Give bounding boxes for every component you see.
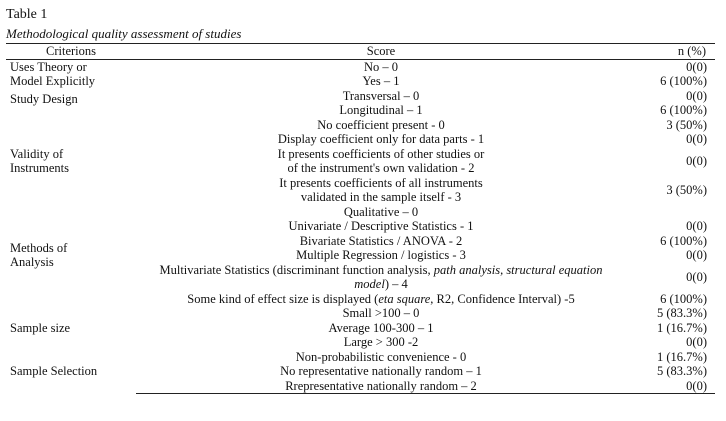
n-cell: 6 (100%)	[660, 233, 707, 248]
table-number: Table 1	[6, 7, 48, 22]
score-cell: No – 0	[363, 59, 399, 74]
table-row	[6, 306, 715, 321]
score-cell: Transversal – 0	[342, 88, 420, 103]
n-cell: 6 (100%)	[660, 291, 707, 306]
table-row	[6, 205, 715, 220]
n-cell: 0(0)	[686, 132, 707, 146]
score-cell: Multivariate Statistics (discriminant function analysis, path analysis, structural equation model) – 4	[159, 262, 603, 291]
criterion-methods: Methods of Analysis	[10, 240, 68, 270]
n-cell: 6 (100%)	[660, 74, 707, 88]
n-cell: 0(0)	[686, 335, 707, 349]
n-cell: 0(0)	[686, 219, 707, 233]
n-cell: 5 (83.3%)	[657, 306, 707, 320]
n-cell	[626, 205, 715, 220]
n-cell: 6 (100%)	[660, 103, 707, 117]
header-n-percent: n (%)	[626, 44, 715, 60]
table-caption: Methodological quality assessment of studies	[6, 26, 242, 41]
score-cell: Non-probabilistic convenience - 0	[295, 349, 467, 364]
criterion-sample-selection: Sample Selection	[10, 364, 98, 379]
score-cell: Large > 300 -2	[343, 335, 419, 349]
score-cell: Qualitative – 0	[343, 204, 419, 219]
header-score: Score	[136, 44, 626, 60]
score-cell: Longitudinal – 1	[339, 103, 423, 117]
score-cell: Multiple Regression / logistics - 3	[296, 248, 466, 262]
header-criterions: Criterions	[6, 44, 136, 60]
score-cell: It presents coefficients of all instruments validated in the sample itself - 3	[279, 175, 483, 204]
criterion-uses-theory: Uses Theory or Model Explicitly	[10, 59, 96, 88]
score-cell: Small >100 – 0	[342, 306, 420, 320]
n-cell: 0(0)	[686, 153, 707, 168]
criterion-sample-size: Sample size	[10, 320, 71, 335]
table-header-row	[6, 44, 715, 60]
quality-assessment-table	[6, 43, 715, 394]
n-cell: 3 (50%)	[666, 182, 707, 197]
score-cell: Display coefficient only for data parts - 1	[277, 132, 485, 146]
n-cell: 5 (83.3%)	[657, 364, 707, 378]
score-cell: Rrepresentative nationally random – 2	[136, 379, 626, 394]
n-cell: 0(0)	[686, 248, 707, 262]
table-row	[6, 59, 715, 74]
score-cell: Average 100-300 – 1	[328, 320, 434, 335]
score-cell: Bivariate Statistics / ANOVA - 2	[299, 233, 463, 248]
n-cell: 0(0)	[626, 379, 715, 394]
score-cell: No representative nationally random – 1	[280, 364, 482, 378]
table-row	[6, 89, 715, 104]
n-cell: 0(0)	[686, 59, 707, 74]
score-cell: It presents coefficients of other studies or of the instrument's own validation - 2	[277, 146, 485, 175]
criterion-study-design: Study Design	[10, 91, 78, 106]
n-cell: 1 (16.7%)	[657, 320, 707, 335]
n-cell: 0(0)	[686, 88, 707, 103]
score-cell: Univariate / Descriptive Statistics - 1	[288, 219, 474, 233]
n-cell: 0(0)	[686, 269, 707, 284]
score-cell: No coefficient present - 0	[317, 117, 445, 132]
n-cell: 1 (16.7%)	[657, 349, 707, 364]
criterion-validity: Validity of Instruments	[10, 146, 70, 175]
score-cell: Yes – 1	[362, 74, 400, 88]
table-row	[6, 118, 715, 133]
n-cell: 3 (50%)	[666, 117, 707, 132]
score-cell: Some kind of effect size is displayed (eta square, R2, Confidence Interval) -5	[187, 291, 575, 306]
table-row	[6, 350, 715, 365]
